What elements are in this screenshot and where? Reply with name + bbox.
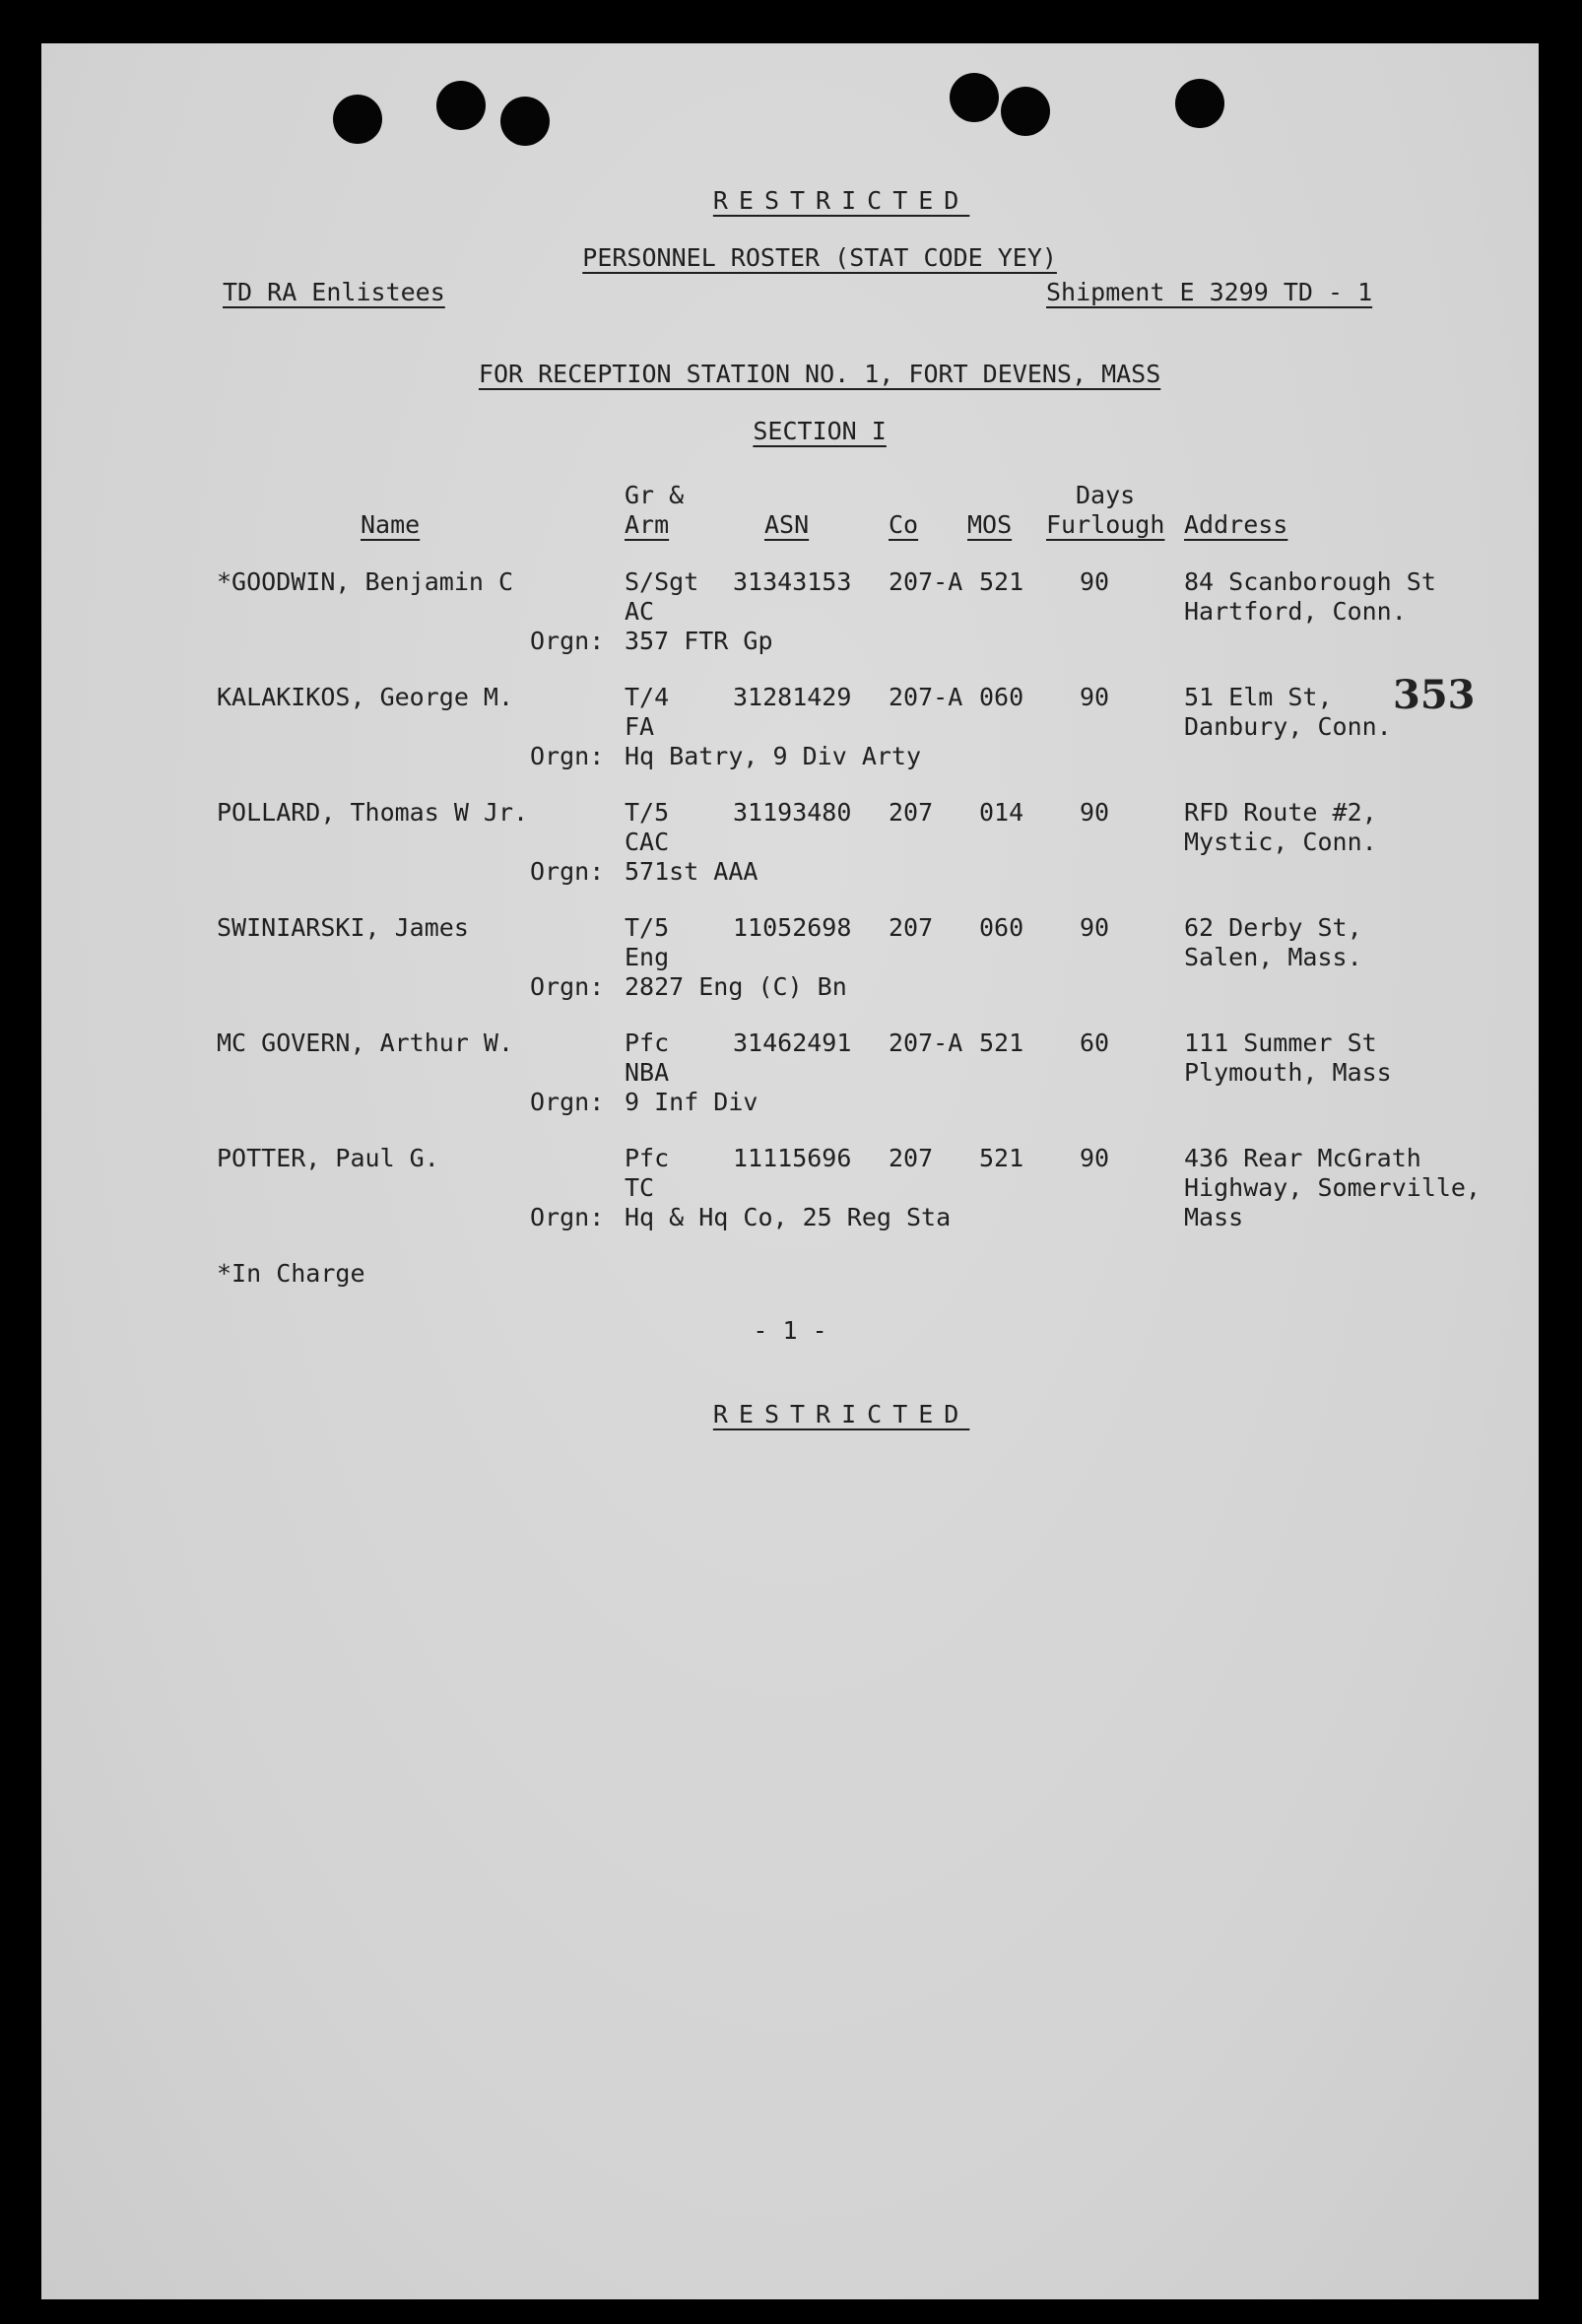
row-address-line: Mystic, Conn. [1184, 828, 1377, 856]
row-address-line: Plymouth, Mass [1184, 1058, 1392, 1087]
document-page [41, 43, 1539, 2299]
row-orgn-label: Orgn: [530, 1203, 605, 1231]
row-name: MC GOVERN, Arthur W. [217, 1029, 514, 1057]
row-arm: AC [625, 597, 655, 626]
row-address-line: Highway, Somerville, [1184, 1173, 1482, 1202]
row-address-line: Salen, Mass. [1184, 943, 1362, 971]
row-days: 90 [1080, 1144, 1110, 1172]
row-co: 207 [889, 913, 934, 942]
row-orgn: 9 Inf Div [625, 1088, 758, 1116]
row-address-line: 436 Rear McGrath [1184, 1144, 1421, 1172]
row-address-line: 84 Scanborough St [1184, 567, 1436, 596]
row-mos: 060 [979, 913, 1024, 942]
row-name: *GOODWIN, Benjamin C [217, 567, 514, 596]
row-days: 90 [1080, 798, 1110, 827]
header-asn: ASN [764, 510, 810, 539]
row-orgn-label: Orgn: [530, 742, 605, 770]
table-row [41, 1030, 1539, 1149]
row-mos: 521 [979, 567, 1024, 596]
row-grade: T/5 [625, 798, 670, 827]
punch-hole [436, 81, 486, 130]
row-co: 207 [889, 1144, 934, 1172]
row-asn: 31193480 [733, 798, 852, 827]
row-asn: 31462491 [733, 1029, 852, 1057]
header-co: Co [889, 510, 919, 539]
page-number: - 1 - [753, 1316, 827, 1345]
row-co: 207-A [889, 683, 963, 711]
punch-hole [333, 95, 382, 144]
row-orgn-label: Orgn: [530, 857, 605, 886]
header-furlough: Furlough [1046, 510, 1165, 539]
group-label: TD RA Enlistees [223, 278, 445, 306]
row-name: POLLARD, Thomas W Jr. [217, 798, 529, 827]
row-arm: TC [625, 1173, 655, 1202]
classification-top-text: RESTRICTED [712, 186, 970, 215]
row-orgn-label: Orgn: [530, 1088, 605, 1116]
row-address-line: Danbury, Conn. [1184, 712, 1392, 741]
row-asn: 31343153 [733, 567, 852, 596]
shipment-label: Shipment E 3299 TD - 1 [1046, 278, 1373, 306]
row-address-line: Mass [1184, 1203, 1244, 1231]
row-mos: 060 [979, 683, 1024, 711]
row-orgn: 357 FTR Gp [625, 627, 773, 655]
row-mos: 014 [979, 798, 1024, 827]
row-orgn: Hq & Hq Co, 25 Reg Sta [625, 1203, 952, 1231]
row-grade: Pfc [625, 1029, 670, 1057]
row-co: 207-A [889, 1029, 963, 1057]
row-grade: T/4 [625, 683, 670, 711]
table-row [41, 569, 1539, 688]
header-arm: Arm [625, 510, 670, 539]
section-heading [41, 394, 1539, 468]
punch-hole [500, 97, 550, 146]
row-asn: 11052698 [733, 913, 852, 942]
row-arm: Eng [625, 943, 670, 971]
row-address-line: 62 Derby St, [1184, 913, 1362, 942]
row-grade: S/Sgt [625, 567, 699, 596]
table-row [41, 800, 1539, 918]
row-days: 60 [1080, 1029, 1110, 1057]
roster-title-text: PERSONNEL ROSTER (STAT CODE YEY) [582, 243, 1057, 272]
row-address-line: RFD Route #2, [1184, 798, 1377, 827]
row-name: SWINIARSKI, James [217, 913, 469, 942]
row-orgn: Hq Batry, 9 Div Arty [625, 742, 922, 770]
header-gr: Gr & [625, 481, 685, 509]
punch-hole [950, 73, 999, 122]
header-address: Address [1184, 510, 1288, 539]
stamp-number: 353 [1393, 672, 1476, 718]
row-days: 90 [1080, 913, 1110, 942]
table-row [41, 1146, 1539, 1264]
row-orgn: 571st AAA [625, 857, 758, 886]
row-arm: NBA [625, 1058, 670, 1087]
header-name: Name [361, 510, 421, 539]
header-days: Days [1076, 481, 1136, 509]
table-row [41, 915, 1539, 1033]
row-address-line: 51 Elm St, [1184, 683, 1333, 711]
row-asn: 31281429 [733, 683, 852, 711]
row-orgn-label: Orgn: [530, 627, 605, 655]
footnote: *In Charge [217, 1259, 365, 1288]
row-days: 90 [1080, 683, 1110, 711]
classification-bottom-text: RESTRICTED [712, 1400, 970, 1428]
row-address-line: Hartford, Conn. [1184, 597, 1407, 626]
row-address-line: 111 Summer St [1184, 1029, 1377, 1057]
row-grade: Pfc [625, 1144, 670, 1172]
punch-hole [1001, 87, 1050, 136]
row-orgn: 2827 Eng (C) Bn [625, 972, 847, 1001]
row-mos: 521 [979, 1144, 1024, 1172]
row-name: POTTER, Paul G. [217, 1144, 439, 1172]
row-arm: FA [625, 712, 655, 741]
table-row [41, 685, 1539, 803]
row-co: 207-A [889, 567, 963, 596]
punch-hole [1175, 79, 1224, 128]
row-orgn-label: Orgn: [530, 972, 605, 1001]
destination-text: FOR RECEPTION STATION NO. 1, FORT DEVENS, MASS [478, 360, 1161, 388]
row-name: KALAKIKOS, George M. [217, 683, 514, 711]
row-co: 207 [889, 798, 934, 827]
row-grade: T/5 [625, 913, 670, 942]
row-days: 90 [1080, 567, 1110, 596]
header-mos: MOS [967, 510, 1013, 539]
row-arm: CAC [625, 828, 670, 856]
section-heading-text: SECTION I [753, 417, 887, 445]
row-mos: 521 [979, 1029, 1024, 1057]
classification-bottom [41, 1377, 1539, 1451]
row-asn: 11115696 [733, 1144, 852, 1172]
